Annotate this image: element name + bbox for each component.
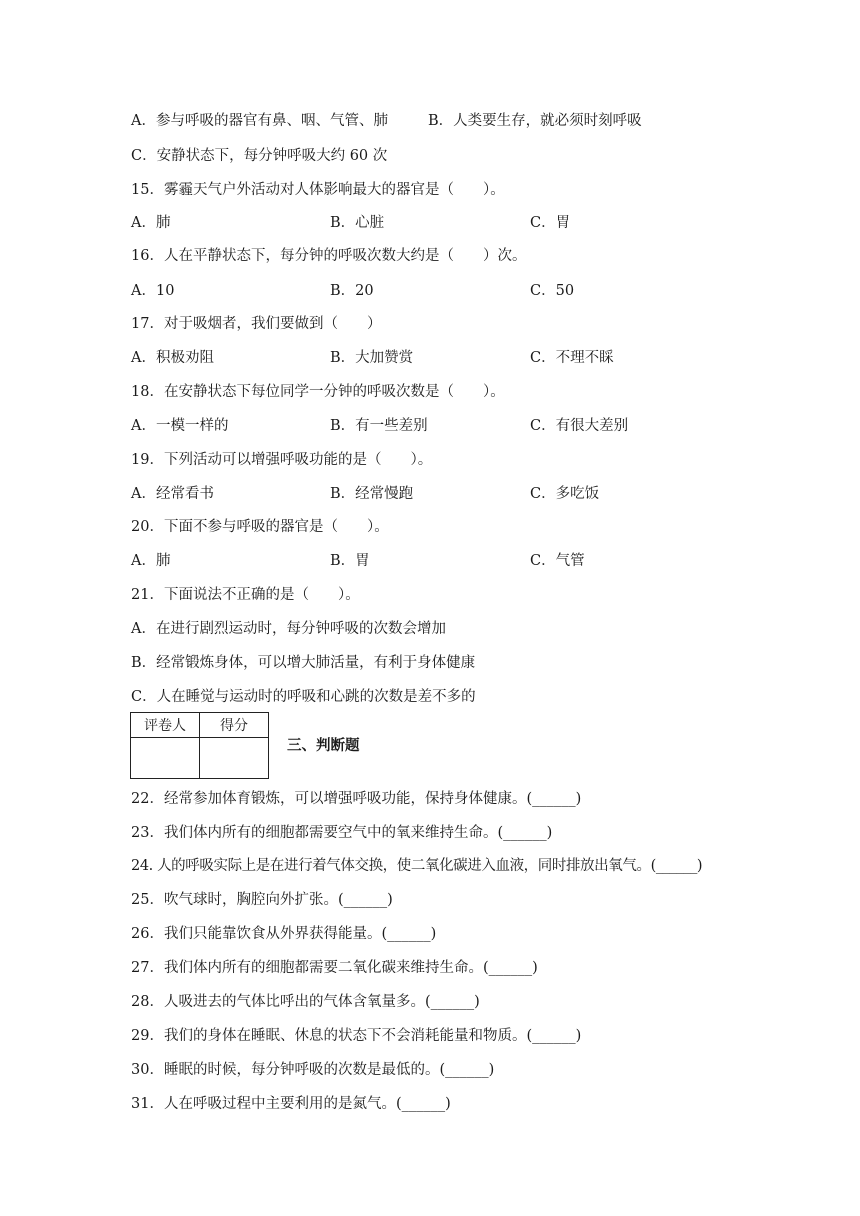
section-title: 三、判断题 bbox=[287, 737, 360, 754]
grader-cell[interactable] bbox=[131, 738, 200, 779]
judgment-item-23: 23．我们体内所有的细胞都需要空气中的氧来维持生命。(______) bbox=[131, 825, 553, 841]
judgment-item-26: 26．我们只能靠饮食从外界获得能量。(______) bbox=[131, 926, 437, 942]
judgment-item-28: 28．人吸进去的气体比呼出的气体含氧量多。(______) bbox=[131, 994, 480, 1010]
q18-option-c: C．有很大差别 bbox=[530, 418, 629, 434]
q21-option-b: B．经常锻炼身体，可以增大肺活量，有利于身体健康 bbox=[131, 655, 476, 671]
q17-option-b: B．大加赞赏 bbox=[330, 350, 414, 366]
judgment-item-24: 24. 人的呼吸实际上是在进行着气体交换，使二氧化碳进入血液，同时排放出氧气。(______) bbox=[131, 858, 703, 874]
q21-option-c: C．人在睡觉与运动时的呼吸和心跳的次数是差不多的 bbox=[131, 689, 476, 705]
q15-option-b: B．心脏 bbox=[330, 215, 385, 231]
q19-option-c: C．多吃饭 bbox=[530, 486, 600, 502]
judgment-item-30: 30．睡眠的时候，每分钟呼吸的次数是最低的。(______) bbox=[131, 1062, 495, 1078]
q17-stem: 17．对于吸烟者，我们要做到（ ） bbox=[131, 316, 382, 332]
q20-stem: 20．下面不参与呼吸的器官是（ ）。 bbox=[131, 519, 389, 535]
q20-option-a: A．肺 bbox=[131, 553, 171, 569]
q20-option-b: B．胃 bbox=[330, 553, 370, 569]
q20-option-c: C．气管 bbox=[530, 553, 585, 569]
q14-option-b: B．人类要生存，就必须时刻呼吸 bbox=[428, 113, 642, 129]
judgment-item-29: 29．我们的身体在睡眠、休息的状态下不会消耗能量和物质。(______) bbox=[131, 1028, 582, 1044]
q21-option-a: A．在进行剧烈运动时，每分钟呼吸的次数会增加 bbox=[131, 621, 446, 637]
q14-option-a: A．参与呼吸的器官有鼻、咽、气管、肺 bbox=[131, 113, 388, 129]
q15-option-a: A．肺 bbox=[131, 215, 171, 231]
score-header: 得分 bbox=[200, 713, 269, 738]
q17-option-a: A．积极劝阻 bbox=[131, 350, 214, 366]
judgment-item-31: 31．人在呼吸过程中主要利用的是氮气。(______) bbox=[131, 1096, 451, 1112]
q15-stem: 15．雾霾天气户外活动对人体影响最大的器官是（ ）。 bbox=[131, 182, 505, 198]
q17-option-c: C．不理不睬 bbox=[530, 350, 614, 366]
q16-option-b: B．20 bbox=[330, 283, 374, 299]
q19-stem: 19．下列活动可以增强呼吸功能的是（ ）。 bbox=[131, 452, 433, 468]
judgment-item-27: 27．我们体内所有的细胞都需要二氧化碳来维持生命。(______) bbox=[131, 960, 538, 976]
q15-option-c: C．胃 bbox=[530, 215, 571, 231]
q18-option-a: A．一模一样的 bbox=[131, 418, 229, 434]
q14-option-c: C．安静状态下，每分钟呼吸大约 60 次 bbox=[131, 148, 388, 164]
score-cell[interactable] bbox=[200, 738, 269, 779]
q16-option-a: A．10 bbox=[131, 283, 175, 299]
grader-header: 评卷人 bbox=[131, 713, 200, 738]
q19-option-a: A．经常看书 bbox=[131, 486, 214, 502]
q16-option-c: C．50 bbox=[530, 283, 575, 299]
q21-stem: 21．下面说法不正确的是（ ）。 bbox=[131, 587, 360, 603]
judgment-item-25: 25．吹气球时，胸腔向外扩张。(______) bbox=[131, 892, 393, 908]
score-table bbox=[130, 712, 269, 779]
q18-stem: 18．在安静状态下每位同学一分钟的呼吸次数是（ ）。 bbox=[131, 384, 505, 400]
q16-stem: 16．人在平静状态下，每分钟的呼吸次数大约是（ ）次。 bbox=[131, 248, 527, 264]
q18-option-b: B．有一些差别 bbox=[330, 418, 428, 434]
judgment-item-22: 22．经常参加体育锻炼，可以增强呼吸功能，保持身体健康。(______) bbox=[131, 791, 582, 807]
q19-option-b: B．经常慢跑 bbox=[330, 486, 414, 502]
